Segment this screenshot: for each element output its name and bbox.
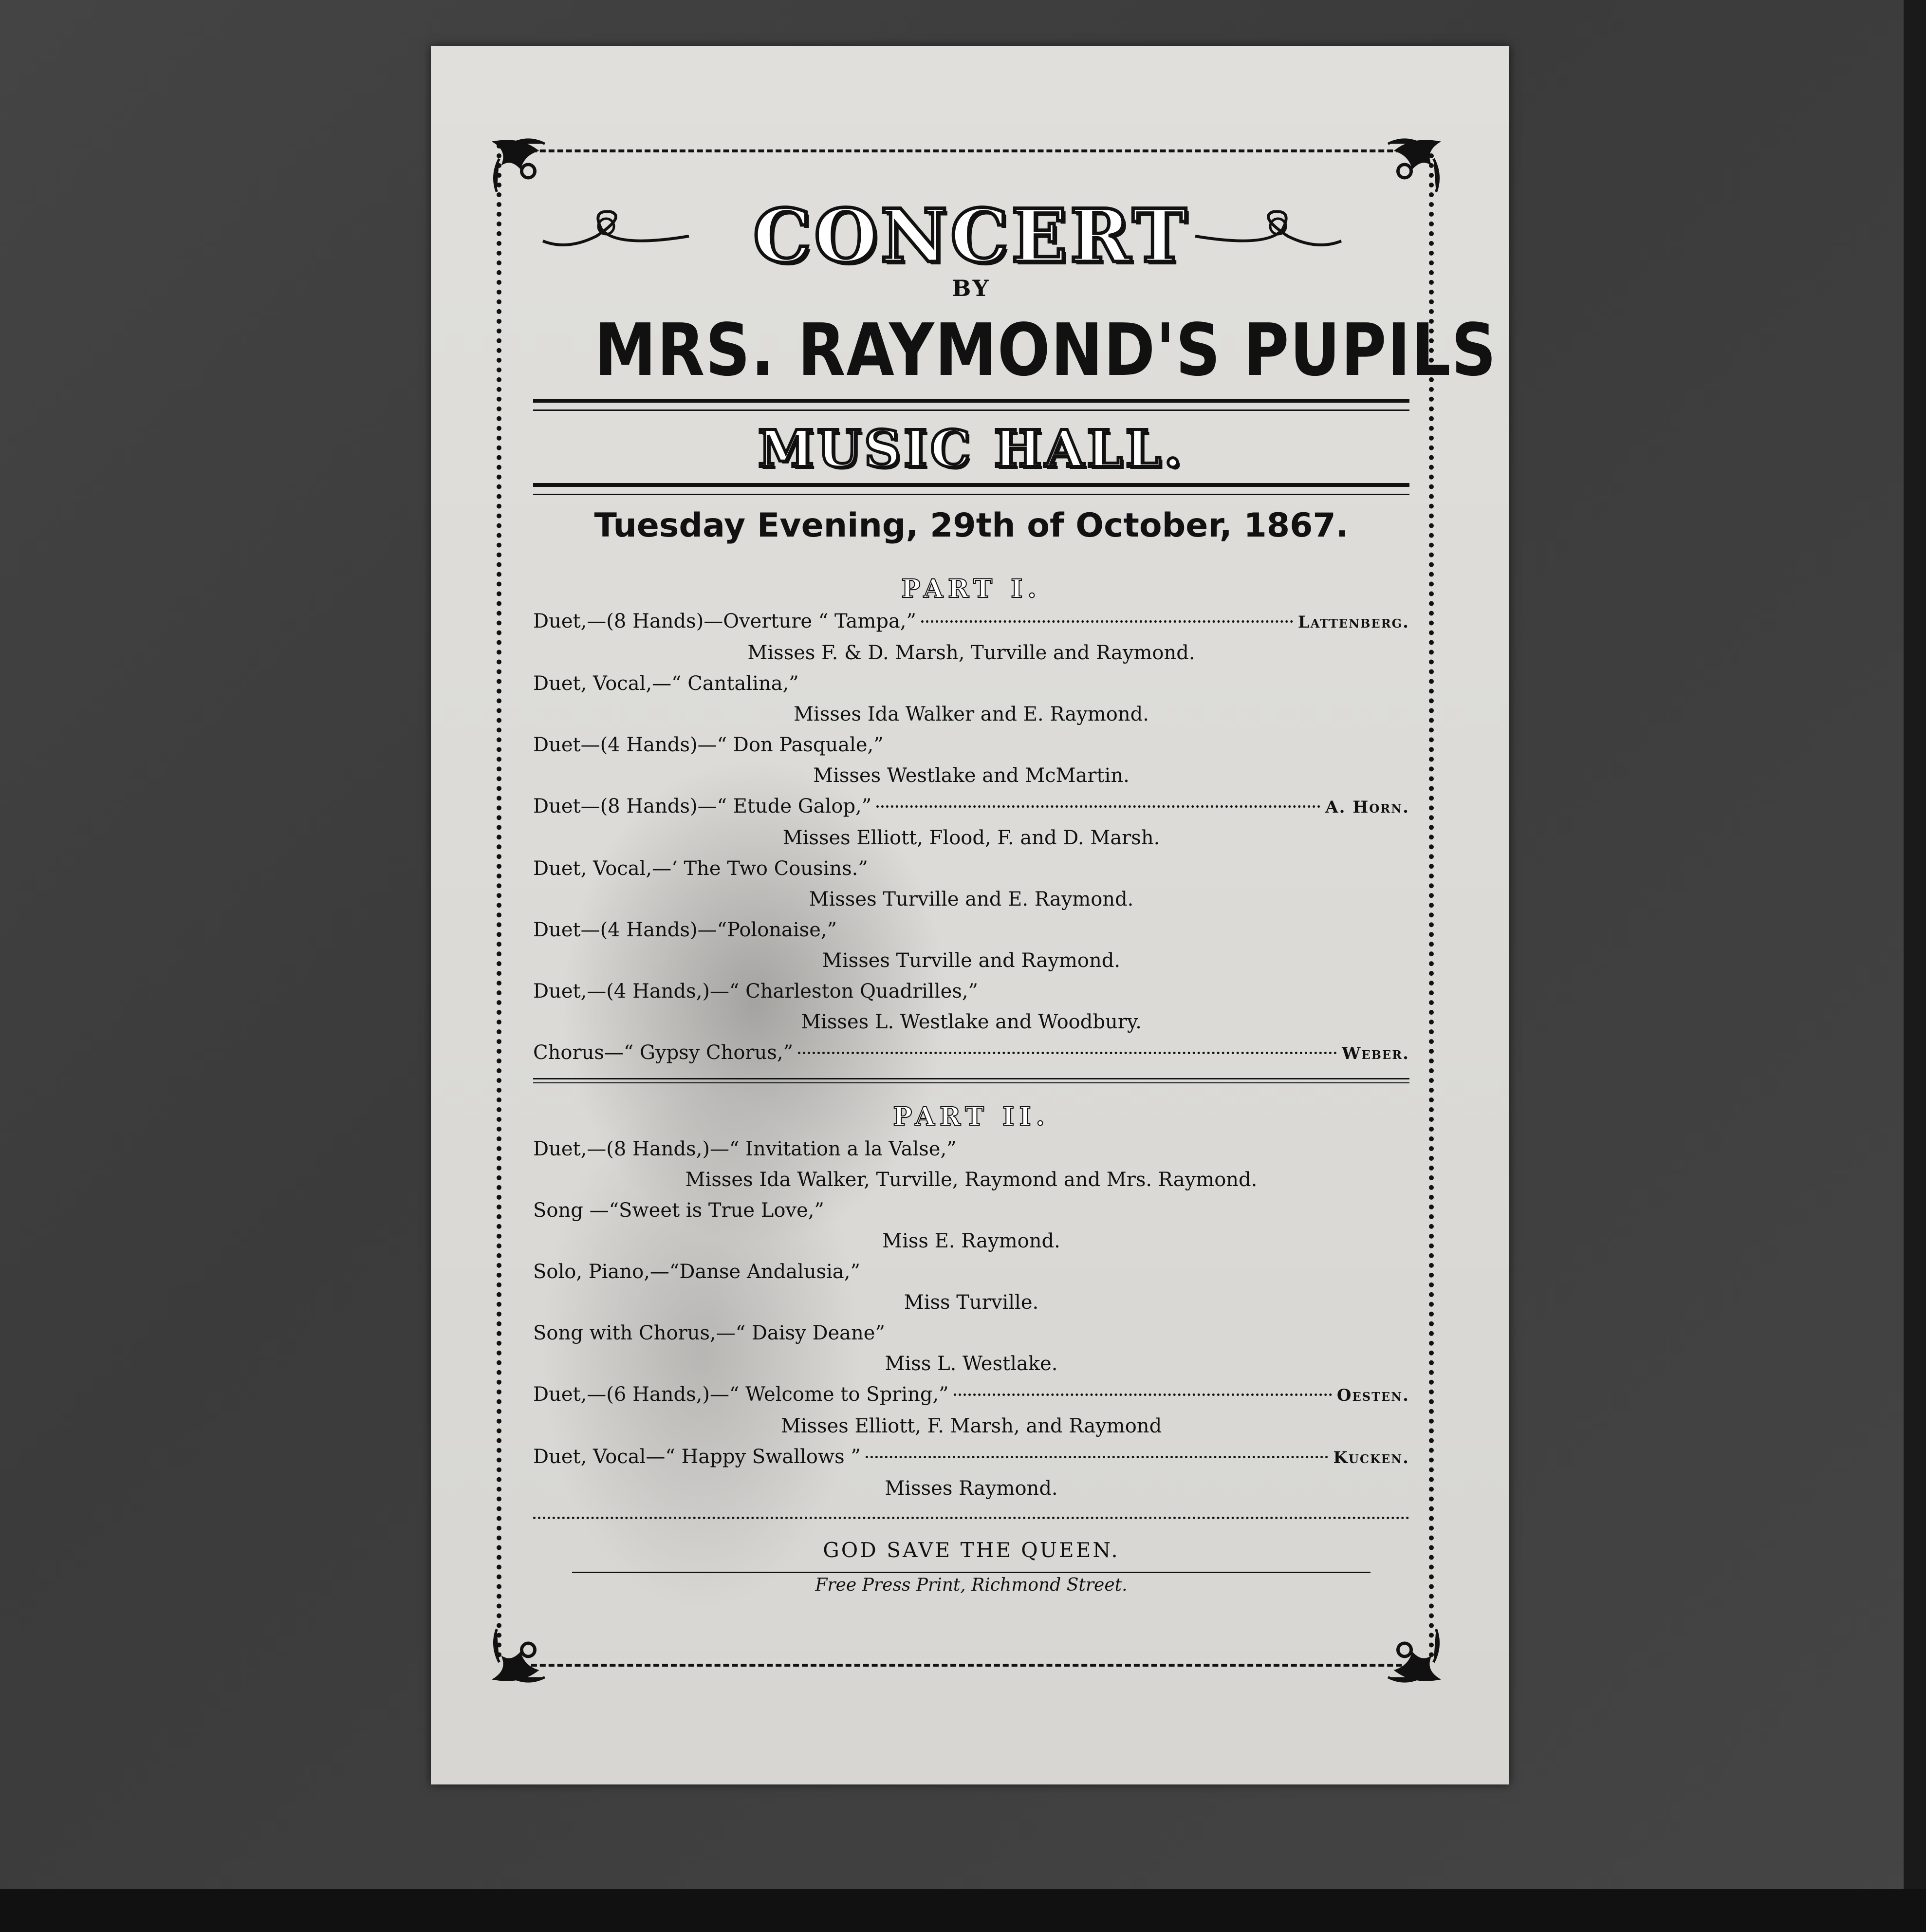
program-item xyxy=(533,606,1409,638)
corner-ornament-icon xyxy=(1363,1604,1446,1687)
program-item-title: Duet,—(8 Hands)—Overture “ Tampa,” xyxy=(533,610,916,632)
program-item-performers: Misses Westlake and McMartin. xyxy=(813,764,1130,787)
program-title: CONCERT xyxy=(753,193,1190,279)
title-rule xyxy=(533,399,1409,411)
program-subtitle: MRS. RAYMOND'S PUPILS xyxy=(594,308,1497,392)
program-date: Tuesday Evening, 29th of October, 1867. xyxy=(594,506,1349,545)
bottom-ornament-rule xyxy=(514,1664,1419,1667)
program-item-title: Duet, Vocal,—‘ The Two Cousins.” xyxy=(533,857,868,880)
program-content xyxy=(533,192,1497,1598)
program-item-composer: Kucken. xyxy=(1333,1448,1409,1468)
program-item-title: Duet, Vocal—“ Happy Swallows ” xyxy=(533,1446,861,1468)
program-item xyxy=(533,1195,1409,1226)
top-ornament-rule xyxy=(514,149,1419,152)
program-item-performers: Misses Ida Walker and E. Raymond. xyxy=(794,703,1149,725)
program-item-title: Duet—(4 Hands)—“ Don Pasquale,” xyxy=(533,734,884,756)
dot-leader xyxy=(798,1052,1337,1054)
program-item xyxy=(533,1134,1409,1165)
scan-edge-right xyxy=(1904,0,1926,1932)
program-item-title: Duet—(8 Hands)—“ Etude Galop,” xyxy=(533,795,872,817)
program-item xyxy=(533,1257,1409,1287)
program-item-title: Chorus—“ Gypsy Chorus,” xyxy=(533,1041,794,1064)
venue-rule xyxy=(533,483,1409,495)
program-item-composer: Lattenberg. xyxy=(1297,613,1409,632)
program-item xyxy=(533,976,1409,1007)
program-item-composer: Oesten. xyxy=(1336,1386,1409,1405)
program-item-performers: Misses Elliott, F. Marsh, and Raymond xyxy=(780,1415,1162,1437)
part-two-list xyxy=(533,1134,1409,1504)
program-item xyxy=(533,1379,1409,1411)
program-item xyxy=(533,1318,1409,1349)
program-item-title: Solo, Piano,—“Danse Andalusia,” xyxy=(533,1261,860,1283)
printer-credit: Free Press Print, Richmond Street. xyxy=(815,1575,1128,1595)
program-item xyxy=(533,915,1409,946)
scan-edge-bottom xyxy=(0,1889,1926,1932)
program-item-performers: Misses L. Westlake and Woodbury. xyxy=(801,1011,1142,1033)
program-item-composer: Weber. xyxy=(1342,1044,1409,1063)
program-item-title: Duet, Vocal,—“ Cantalina,” xyxy=(533,672,799,695)
dot-leader xyxy=(876,805,1320,808)
program-item xyxy=(533,1442,1409,1473)
concert-program-sheet xyxy=(431,46,1509,1784)
closing-anthem: GOD SAVE THE QUEEN. xyxy=(823,1538,1120,1562)
program-item-title: Duet,—(4 Hands,)—“ Charleston Quadrilles,” xyxy=(533,980,979,1003)
program-item-performers: Misses F. & D. Marsh, Turville and Raymond. xyxy=(747,642,1195,664)
dot-leader xyxy=(866,1456,1329,1458)
program-item xyxy=(533,1038,1409,1069)
program-item-title: Duet,—(8 Hands,)—“ Invitation a la Valse,” xyxy=(533,1138,957,1160)
part-one-heading: PART I. xyxy=(901,574,1041,604)
program-item-performers: Miss E. Raymond. xyxy=(882,1230,1060,1252)
corner-ornament-icon xyxy=(487,1604,570,1687)
program-item-title: Duet—(4 Hands)—“Polonaise,” xyxy=(533,919,837,941)
closing-dotted-rule xyxy=(533,1517,1409,1519)
program-item-title: Song —“Sweet is True Love,” xyxy=(533,1199,824,1222)
program-item xyxy=(533,854,1409,884)
part-separator-rule xyxy=(533,1078,1409,1083)
program-venue: MUSIC HALL. xyxy=(758,419,1185,479)
program-item-performers: Misses Turville and Raymond. xyxy=(822,949,1121,972)
program-by: BY xyxy=(952,275,991,301)
program-item-composer: A. Horn. xyxy=(1325,798,1409,817)
program-item xyxy=(533,669,1409,699)
part-one-list xyxy=(533,606,1409,1069)
program-item-performers: Misses Ida Walker, Turville, Raymond and Mrs. Raymond. xyxy=(685,1169,1258,1191)
program-item-title: Song with Chorus,—“ Daisy Deane” xyxy=(533,1322,885,1344)
program-item xyxy=(533,791,1409,823)
program-item-title: Duet,—(6 Hands,)—“ Welcome to Spring,” xyxy=(533,1383,949,1406)
program-item-performers: Misses Elliott, Flood, F. and D. Marsh. xyxy=(782,827,1160,849)
program-item-performers: Misses Raymond. xyxy=(885,1477,1058,1500)
program-item xyxy=(533,730,1409,761)
part-two-heading: PART II. xyxy=(893,1102,1050,1132)
program-item-performers: Miss Turville. xyxy=(904,1291,1039,1314)
program-item-performers: Miss L. Westlake. xyxy=(885,1353,1058,1375)
program-item-performers: Misses Turville and E. Raymond. xyxy=(809,888,1134,910)
dot-leader xyxy=(954,1393,1332,1396)
dot-leader xyxy=(921,620,1293,623)
